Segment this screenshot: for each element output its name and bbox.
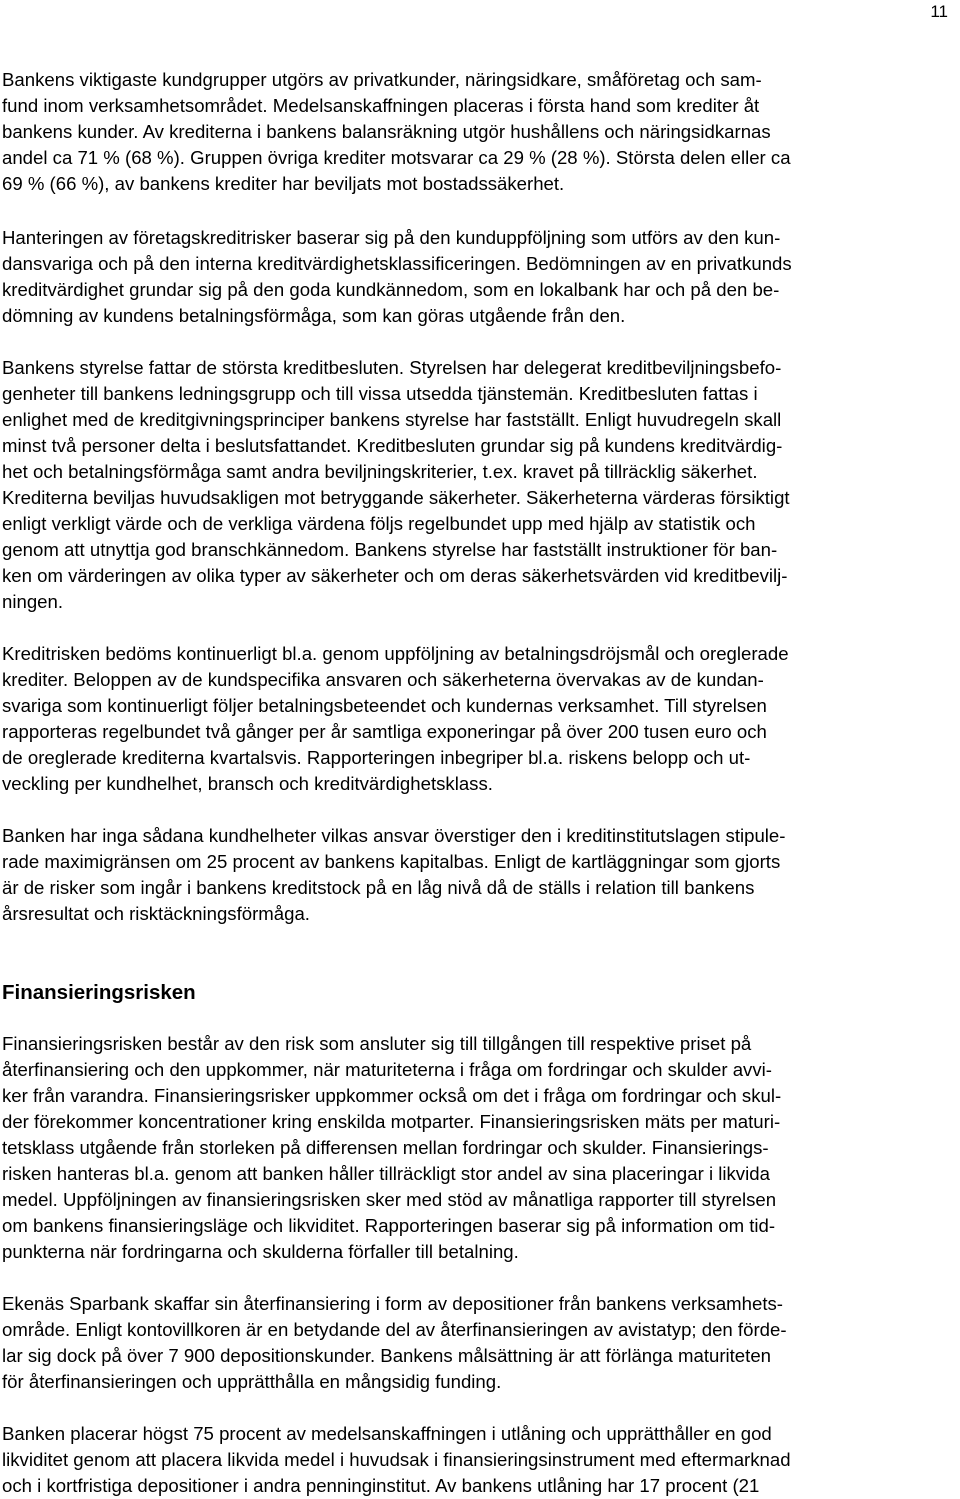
text-line: veckling per kundhelhet, bransch och kreditvärdighetsklass. [2, 773, 493, 794]
text-line: risken hanteras bl.a. genom att banken håller tillräckligt stor andel av sina placeringar i likvida [2, 1163, 770, 1184]
text-line: minst två personer delta i beslutsfattandet. Kreditbesluten grundar sig på kundens kreditvärdig- [2, 435, 783, 456]
text-line: genheter till bankens ledningsgrupp och till vissa utsedda tjänstemän. Kreditbesluten fattas i [2, 383, 758, 404]
text-line: genom att utnyttja god branschkännedom. Bankens styrelse har fastställt instruktioner för ban- [2, 539, 778, 560]
text-line: der förekommer koncentrationer kring enskilda motparter. Finansieringsrisken mäts per maturi- [2, 1111, 781, 1132]
text-line: bankens kunder. Av krediterna i bankens balansräkning utgör hushållens och näringsidkarnas [2, 121, 771, 142]
text-line: Banken placerar högst 75 procent av medelsanskaffningen i utlåning och upprätthåller en god [2, 1423, 772, 1444]
text-line: Bankens styrelse fattar de största kreditbesluten. Styrelsen har delegerat kreditbeviljningsbefo- [2, 357, 782, 378]
text-line: Kreditrisken bedöms kontinuerligt bl.a. genom uppföljning av betalningsdröjsmål och oreglerade [2, 643, 789, 664]
page-number: 11 [930, 2, 948, 21]
text-line: om bankens finansieringsläge och likviditet. Rapporteringen baserar sig på information om tid- [2, 1215, 776, 1236]
text-line: Hanteringen av företagskreditrisker baserar sig på den kunduppföljning som utförs av den kun- [2, 227, 781, 248]
text-line: likviditet genom att placera likvida medel i huvudsak i finansieringsinstrument med eftermarknad [2, 1449, 791, 1470]
text-line: Bankens viktigaste kundgrupper utgörs av privatkunder, näringsidkare, småföretag och sam- [2, 69, 762, 90]
text-line: ken om värderingen av olika typer av säkerheter och om deras säkerhetsvärden vid kreditbevilj- [2, 565, 788, 586]
text-line: lar sig dock på över 7 900 depositionskunder. Bankens målsättning är att förlänga maturiteten [2, 1345, 771, 1366]
text-line: Banken har inga sådana kundhelheter vilkas ansvar överstiger den i kreditinstitutslagen stipule- [2, 825, 786, 846]
paragraph-funding-risk [0, 1031, 958, 1265]
paragraph-credit-decisions [0, 355, 958, 615]
text-line: het och betalningsförmåga samt andra beviljningskriterier, t.ex. kravet på tillräcklig säkerhet. [2, 461, 758, 482]
paragraph-customer-groups [0, 67, 958, 197]
text-line: Ekenäs Sparbank skaffar sin återfinansiering i form av depositioner från bankens verksamhets- [2, 1293, 783, 1314]
text-line: fund inom verksamhetsområdet. Medelsanskaffningen placeras i första hand som krediter åt [2, 95, 760, 116]
text-line: kreditvärdighet grundar sig på den goda kundkännedom, som en lokalbank har och på den be- [2, 279, 780, 300]
text-line: krediter. Beloppen av de kundspecifika ansvaren och säkerheterna övervakas av de kundan- [2, 669, 764, 690]
section-heading [0, 979, 958, 1007]
text-line: tetsklass utgående från storleken på differensen mellan fordringar och skulder. Finansierings- [2, 1137, 769, 1158]
text-line: enligt verkligt värde och de verkliga värdena följs regelbundet upp med hjälp av statistik och [2, 513, 756, 534]
paragraph-refinancing [0, 1291, 958, 1395]
text-line: återfinansiering och den uppkommer, när maturiteterna i fråga om fordringar och skulder avvi- [2, 1059, 772, 1080]
paragraph-corporate-credit-risk [0, 225, 958, 329]
text-line: andel ca 71 % (68 %). Gruppen övriga krediter motsvarar ca 29 % (28 %). Största delen eller ca [2, 147, 791, 168]
text-line: svariga som kontinuerligt följer betalningsbeteendet och kundernas verksamhet. Till styrelsen [2, 695, 767, 716]
text-line: punkterna när fordringarna och skulderna förfaller till betalning. [2, 1241, 519, 1262]
text-line: dömning av kundens betalningsförmåga, som kan göras utgående från den. [2, 305, 626, 326]
text-line: Krediterna beviljas huvudsakligen mot betryggande säkerheter. Säkerheterna värderas försiktigt [2, 487, 790, 508]
text-line: medel. Uppföljningen av finansieringsrisken sker med stöd av månatliga rapporter till styrelsen [2, 1189, 777, 1210]
text-line: enlighet med de kreditgivningsprinciper bankens styrelse har fastställt. Enligt huvudregeln skall [2, 409, 782, 430]
paragraph-credit-risk-monitoring [0, 641, 958, 797]
text-line: ker från varandra. Finansieringsrisker uppkommer också om det i fråga om fordringar och skul- [2, 1085, 782, 1106]
text-line: 69 % (66 %), av bankens krediter har beviljats mot bostadssäkerhet. [2, 173, 565, 194]
text-line: är de risker som ingår i bankens kreditstock på en låg nivå då de ställs i relation till bankens [2, 877, 755, 898]
text-line: område. Enligt kontovillkoren är en betydande del av återfinansieringen av avistatyp; den förde- [2, 1319, 787, 1340]
text-line: årsresultat och risktäckningsförmåga. [2, 903, 310, 924]
text-line: och i kortfristiga depositioner i andra penninginstitut. Av bankens utlåning har 17 procent (21 [2, 1475, 760, 1496]
text-line: ningen. [2, 591, 64, 612]
text-line: Finansieringsrisken består av den risk som ansluter sig till tillgången till respektive priset på [2, 1033, 752, 1054]
text-line: dansvariga och på den interna kreditvärdighetsklassificeringen. Bedömningen av en privatkunds [2, 253, 792, 274]
paragraph-customer-exposure [0, 823, 958, 927]
text-line: rade maximigränsen om 25 procent av bankens kapitalbas. Enligt de kartläggningar som gjorts [2, 851, 781, 872]
text-line: rapporteras regelbundet två gånger per år samtliga exponeringar på över 200 tusen euro och [2, 721, 767, 742]
text-line: för återfinansieringen och upprätthålla en mångsidig funding. [2, 1371, 502, 1392]
paragraph-liquidity-placement [0, 1421, 958, 1499]
heading-text: Finansieringsrisken [2, 981, 196, 1004]
text-line: de oreglerade krediterna kvartalsvis. Rapporteringen inbegriper bl.a. riskens belopp och ut- [2, 747, 751, 768]
